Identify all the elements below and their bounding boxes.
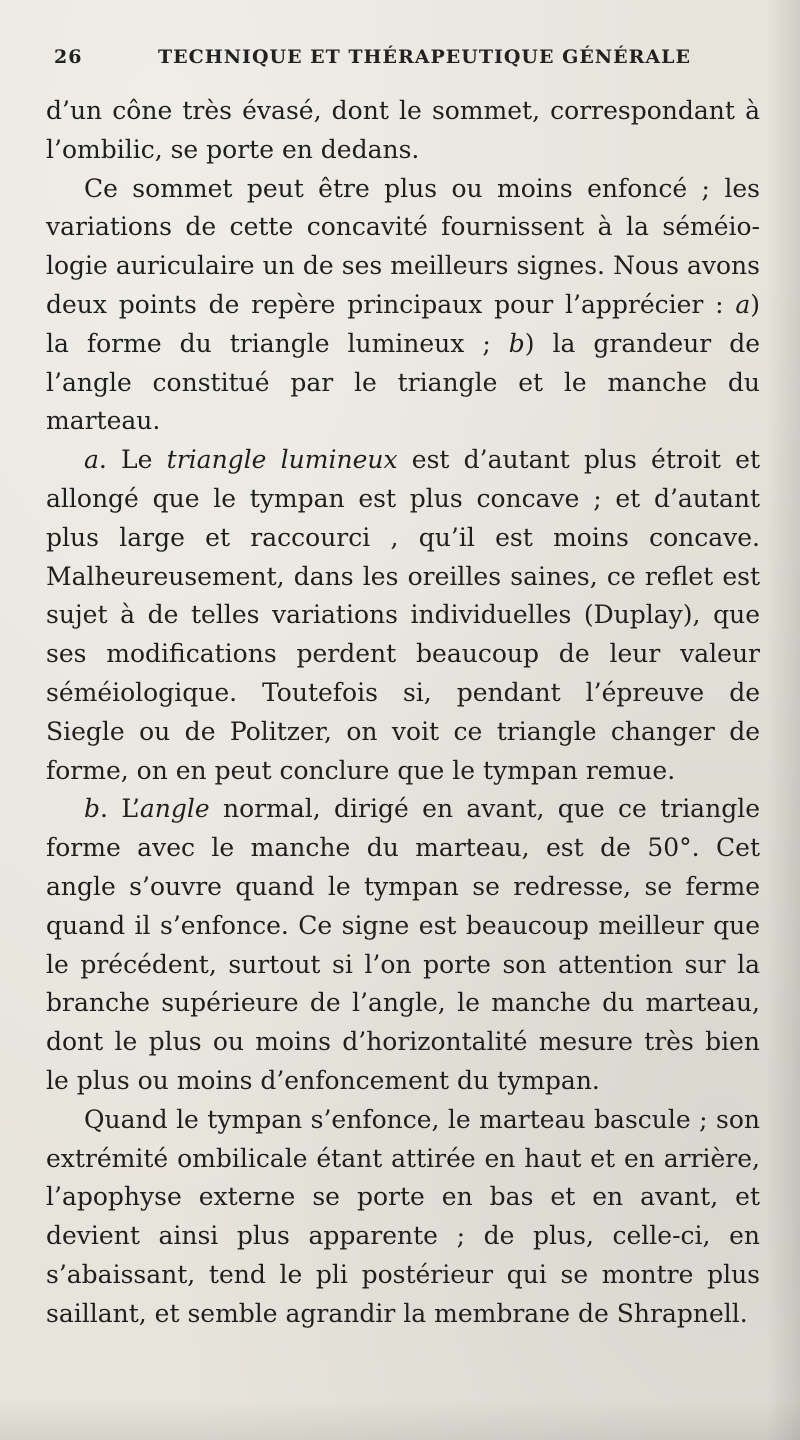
text-run: ) la forme du triangle lumineux ; xyxy=(46,289,760,358)
page-bottom-shadow xyxy=(0,1400,800,1440)
italic-text: a xyxy=(735,289,751,319)
text-run: . Le xyxy=(98,445,167,475)
paragraph-2 xyxy=(46,170,760,442)
italic-text: b xyxy=(84,794,101,824)
page-number: 26 xyxy=(54,46,83,68)
running-title: TECHNIQUE ET THÉRAPEUTIQUE GÉNÉRALE xyxy=(158,46,692,68)
paragraph-1 xyxy=(46,92,760,170)
text-run: est d’autant plus étroit et allongé que le tympan est plus concave ; et d’autant plus large et raccourci , qu’il est moins concave. Malheureusement, dans les oreilles saines, ce reflet est sujet à de telles variations individuelles (Duplay), que ses modifications perdent beaucoup de leur valeur séméiologique. Toutefois si, pendant l’épreuve de Siegle ou de Politzer, on voit ce triangle changer de forme, on en peut conclure que le tympan remue. xyxy=(46,445,760,785)
page-edge-shadow xyxy=(766,0,800,1440)
paragraph-3 xyxy=(46,441,760,790)
page-header xyxy=(54,44,754,78)
paragraph-5 xyxy=(46,1101,760,1334)
text-run: Quand le tympan s’enfonce, le marteau bascule ; son extrémité ombilicale étant attirée en haut et en arrière, l’apophyse externe se porte en bas et en avant, et devient ainsi plus apparente ; de plus, celle-ci, en s’abaissant, tend le pli postérieur qui se montre plus saillant, et semble agrandir la membrane de Shrapnell. xyxy=(46,1104,760,1328)
italic-text: triangle lumineux xyxy=(166,445,398,475)
paragraph-4 xyxy=(46,790,760,1100)
italic-text: angle xyxy=(139,794,210,824)
body-text xyxy=(46,92,760,1334)
text-run: d’un cône très évasé, dont le sommet, correspondant à l’ombilic, se porte en dedans. xyxy=(46,96,760,164)
text-run: ) la grandeur de l’angle constitué par le triangle et le manche du marteau. xyxy=(46,328,760,436)
text-run: Ce sommet peut être plus ou moins enfoncé ; les variations de cette concavité fournissent à la séméiologie auriculaire un de ses meilleurs signes. Nous avons deux points de repère principaux pour l’apprécier : xyxy=(46,173,760,319)
text-run: . L’ xyxy=(100,794,140,824)
text-run: normal, dirigé en avant, que ce triangle forme avec le manche du marteau, est de 50°. Cet angle s’ouvre quand le tympan se redresse, se ferme quand il s’enfonce. Ce signe est beaucoup meilleur que le précédent, surtout si l’on porte son attention sur la branche supérieure de l’angle, le manche du marteau, dont le plus ou moins d’horizontalité mesure très bien le plus ou moins d’enfoncement du tympan. xyxy=(46,794,760,1095)
italic-text: b xyxy=(508,328,525,358)
italic-text: a xyxy=(84,445,99,475)
